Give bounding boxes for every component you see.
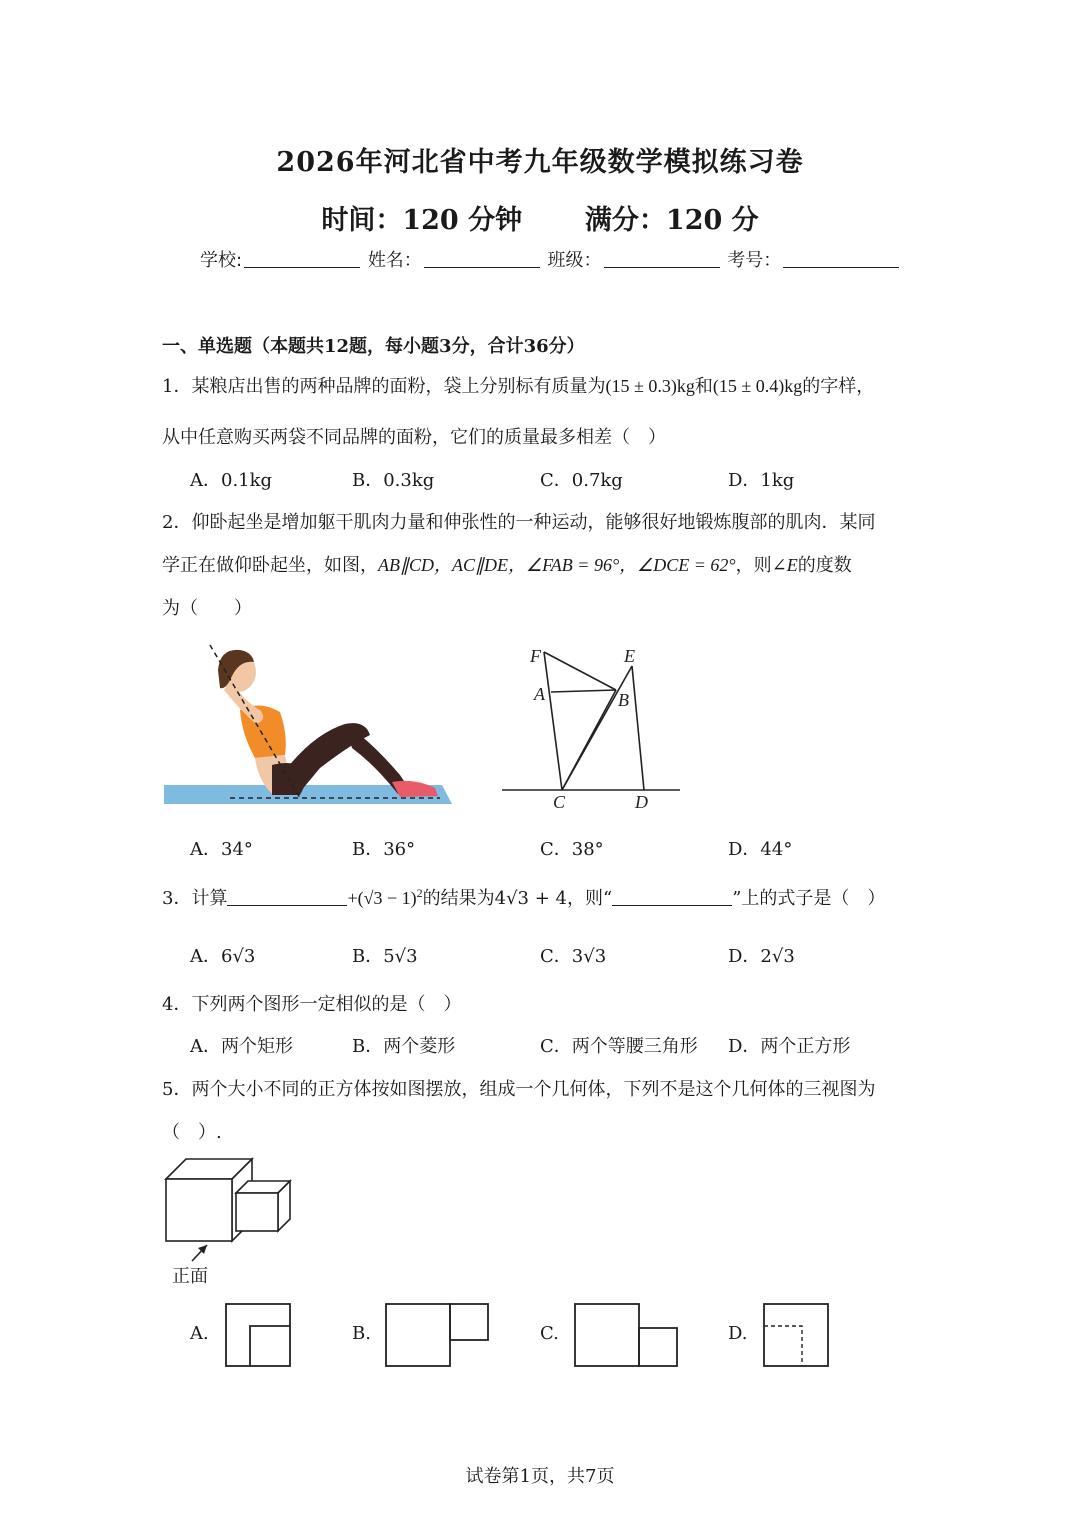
q2-line3: 为（ ） xyxy=(162,598,252,619)
q3-exponent: 2 xyxy=(416,886,423,900)
q1-unit1: kg和 xyxy=(676,376,713,396)
q5-option-a[interactable]: A. xyxy=(190,1323,209,1344)
q4-line: 4．下列两个图形一定相似的是（ ） xyxy=(162,994,462,1015)
q3-blank-2[interactable] xyxy=(612,887,732,906)
label-f: F xyxy=(530,646,541,666)
q3-expression: +(√3 − 1) xyxy=(347,888,417,908)
name-blank[interactable] xyxy=(424,249,540,268)
segment-ce xyxy=(562,666,632,790)
q2-option-d[interactable]: D．44° xyxy=(728,839,793,860)
q5-line2: （ ）. xyxy=(162,1122,222,1143)
exam-meta xyxy=(0,198,1080,237)
sneaker xyxy=(392,781,438,797)
q3-middle: 的结果为4√3 + 4，则“ xyxy=(422,888,613,909)
school-label: 学校: xyxy=(200,250,243,271)
student-info-line xyxy=(200,246,901,272)
q5-option-d-view xyxy=(762,1302,832,1368)
label-b: B xyxy=(618,690,629,710)
q4-option-c[interactable]: C．两个等腰三角形 xyxy=(540,1036,698,1057)
q3-option-c[interactable]: C．3√3 xyxy=(540,946,607,967)
q1-unit2: kg的字样， xyxy=(784,376,875,396)
q3-line xyxy=(162,884,885,910)
score-label: 满分：120 分 xyxy=(584,205,759,236)
big-cube-front xyxy=(166,1179,232,1241)
q3-suffix: ”上的式子是（ ） xyxy=(732,888,886,909)
exam-number-blank[interactable] xyxy=(783,249,899,268)
q5-option-b[interactable]: B. xyxy=(352,1323,371,1344)
q1-option-b[interactable]: B．0.3kg xyxy=(352,470,435,491)
q2-option-a[interactable]: A．34° xyxy=(190,839,253,860)
q2-option-c[interactable]: C．38° xyxy=(540,839,604,860)
q1-option-a[interactable]: A．0.1kg xyxy=(190,470,273,491)
q2-line2 xyxy=(162,551,852,577)
q3-option-a[interactable]: A．6√3 xyxy=(190,946,256,967)
q3-option-d[interactable]: D．2√3 xyxy=(728,946,795,967)
exam-number-label: 考号： xyxy=(727,250,782,271)
q3-option-b[interactable]: B．5√3 xyxy=(352,946,418,967)
label-d: D xyxy=(635,792,648,812)
q3-prefix: 3．计算 xyxy=(162,888,228,909)
segment-fb xyxy=(544,652,616,690)
q1-option-d[interactable]: D．1kg xyxy=(728,470,795,491)
segment-fc xyxy=(544,652,562,790)
q5-option-b-view xyxy=(384,1302,492,1368)
situp-illustration xyxy=(160,640,460,810)
page-title: 2026年河北省中考九年级数学模拟练习卷 xyxy=(276,147,804,178)
q1-mass2: (15 ± 0.4) xyxy=(712,376,785,396)
q5-option-c-view xyxy=(573,1302,681,1368)
q5-line1: 5．两个大小不同的正方体按如图摆放，组成一个几何体，下列不是这个几何体的三视图为 xyxy=(162,1079,876,1100)
time-label: 时间：120 分钟 xyxy=(321,205,523,236)
q1-option-c[interactable]: C．0.7kg xyxy=(540,470,623,491)
class-label: 班级： xyxy=(547,250,602,271)
q2-text-b: ，则∠ xyxy=(735,555,787,576)
q1-mass1: (15 ± 0.3) xyxy=(605,376,677,396)
class-blank[interactable] xyxy=(604,249,720,268)
small-cube-front xyxy=(236,1193,278,1231)
q1-line2: 从中任意购买两袋不同品牌的面粉，它们的质量最多相差（ ） xyxy=(162,427,666,448)
q1-text: 1．某粮店出售的两种品牌的面粉，袋上分别标有质量为 xyxy=(162,376,606,397)
label-c: C xyxy=(553,792,566,812)
section-heading: 一、单选题（本题共12题，每小题3分，合计36分） xyxy=(162,336,585,357)
q4-option-d[interactable]: D．两个正方形 xyxy=(728,1036,851,1057)
q2-text: 学正在做仰卧起坐，如图， xyxy=(162,555,378,576)
q5-option-a-view xyxy=(224,1302,294,1368)
q2-option-b[interactable]: B．36° xyxy=(352,839,416,860)
label-a: A xyxy=(534,684,545,704)
q1-line1 xyxy=(162,372,874,398)
q4-option-b[interactable]: B．两个菱形 xyxy=(352,1036,456,1057)
q5-option-d[interactable]: D. xyxy=(728,1323,748,1344)
name-label: 姓名： xyxy=(367,250,422,271)
front-label: 正面 xyxy=(172,1266,208,1287)
page-footer: 试卷第1页，共7页 xyxy=(465,1466,615,1487)
q2-var-e: E xyxy=(786,555,798,575)
label-e: E xyxy=(624,646,635,666)
segment-ed xyxy=(632,666,644,790)
q2-text-c: 的度数 xyxy=(797,555,852,576)
q4-option-a[interactable]: A．两个矩形 xyxy=(190,1036,293,1057)
segment-ab xyxy=(551,690,616,692)
school-blank[interactable] xyxy=(244,249,360,268)
q2-line1: 2．仰卧起坐是增加躯干肌肉力量和伸张性的一种运动，能够很好地锻炼腹部的肌肉．某同 xyxy=(162,512,876,533)
q3-blank-1[interactable] xyxy=(227,887,347,906)
q2-conditions: AB∥CD，AC∥DE，∠FAB = 96°，∠DCE = 62° xyxy=(378,555,736,575)
geometry-figure xyxy=(498,640,688,820)
q5-option-c[interactable]: C. xyxy=(540,1323,559,1344)
